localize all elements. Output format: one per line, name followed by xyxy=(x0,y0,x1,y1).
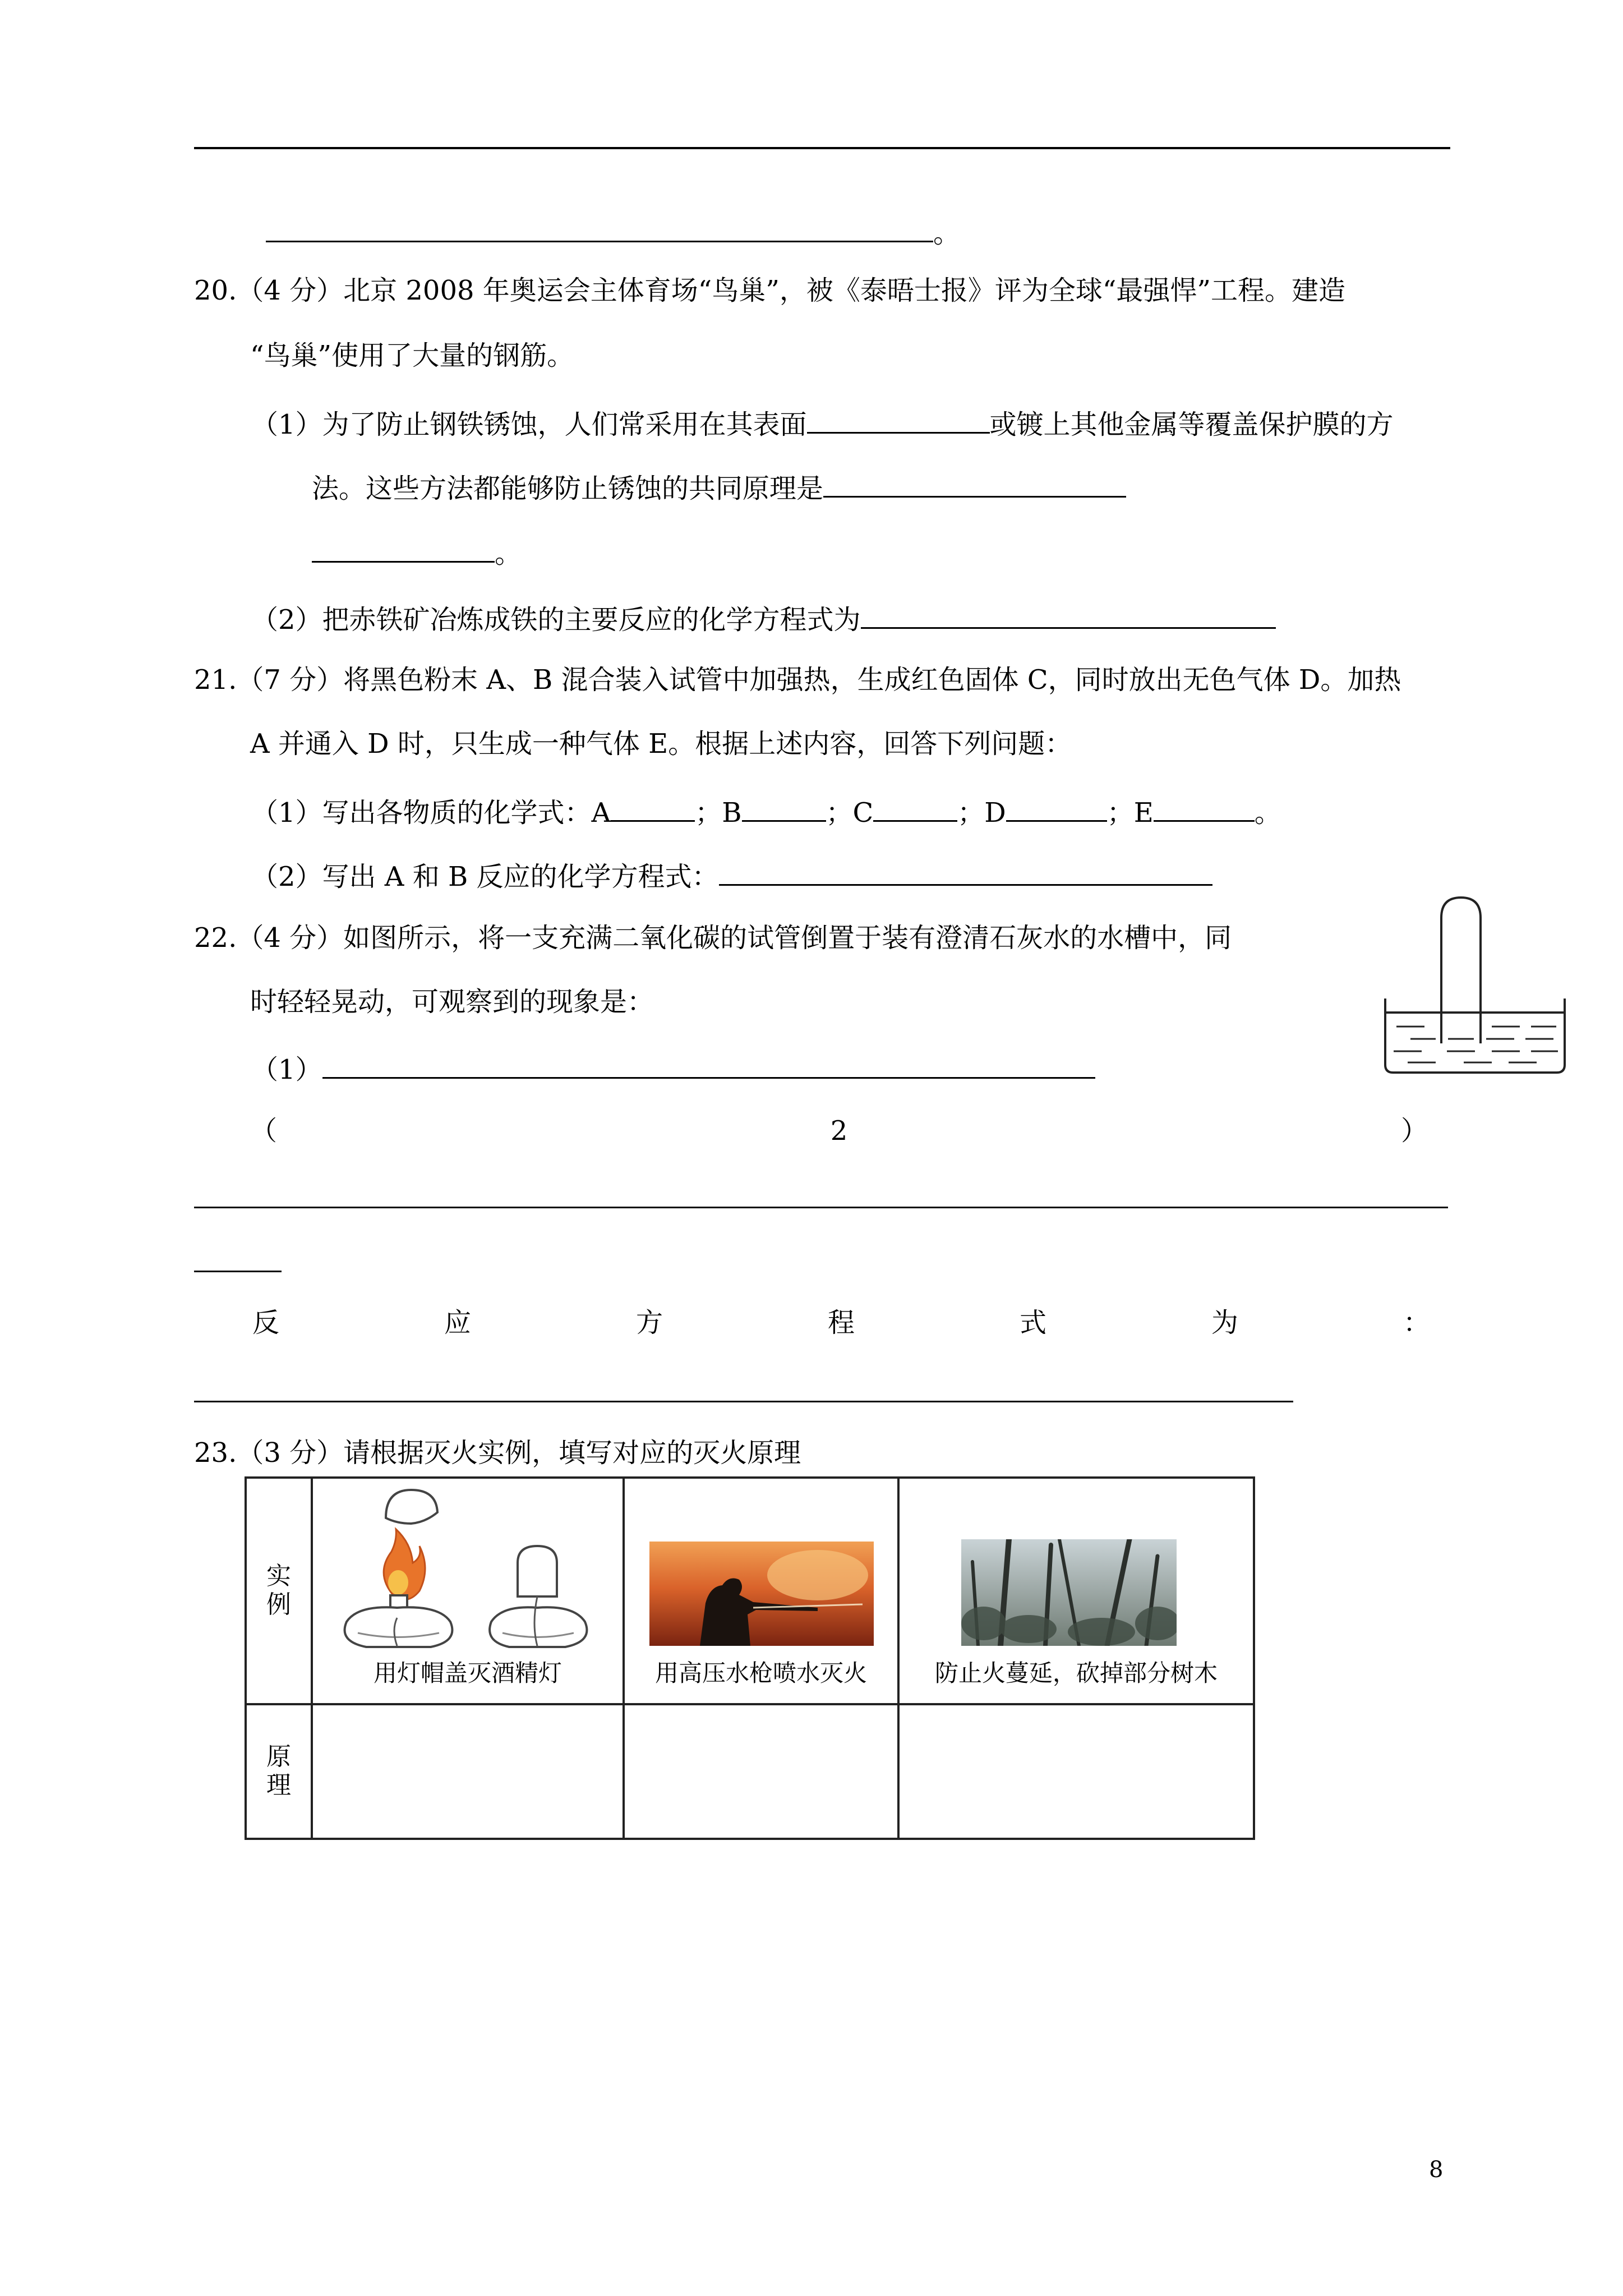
answer-blank[interactable] xyxy=(266,216,933,242)
q20-blank-surface[interactable] xyxy=(807,407,990,434)
caption-trees: 防止火蔓延，砍掉部分树木 xyxy=(934,1659,1218,1687)
q20-part1-line2: 法。这些方法都能够防止锈蚀的共同原理是 xyxy=(312,471,1126,502)
header-rule xyxy=(194,147,1450,149)
firefighter-photo xyxy=(649,1542,874,1646)
q21-stem-line2: A 并通入 D 时，只生成一种气体 E。根据上述内容，回答下列问题： xyxy=(250,728,1072,760)
caption-firefighter: 用高压水枪喷水灭火 xyxy=(654,1659,867,1687)
row-label-principle: 原 理 xyxy=(246,1704,312,1839)
q22-blank-2-line[interactable] xyxy=(194,1207,1448,1208)
caption-lamp: 用灯帽盖灭酒精灯 xyxy=(373,1659,562,1687)
q21-stem-line1: 21.（7 分）将黑色粉末 A、B 混合装入试管中加强热，生成红色固体 C，同时放出无色气体 D。加热 xyxy=(194,664,1401,696)
q20-part2: （2）把赤铁矿冶炼成铁的主要反应的化学方程式为 xyxy=(251,602,1276,633)
q22-stem-line2: 时轻轻晃动，可观察到的现象是： xyxy=(250,986,654,1018)
water-hatching xyxy=(1394,1027,1558,1062)
q22-blank-1[interactable] xyxy=(322,1052,1095,1079)
q23-stem: 23.（3 分）请根据灭火实例，填写对应的灭火原理 xyxy=(194,1437,801,1469)
principle-row xyxy=(246,1704,1254,1839)
q22-part1: （1） xyxy=(251,1052,1095,1083)
q20-part1-line3: 。 xyxy=(312,536,522,567)
q20-blank-equation[interactable] xyxy=(861,602,1276,629)
q21-blank-b[interactable] xyxy=(742,795,826,822)
q22-blank-2-cont[interactable] xyxy=(194,1271,282,1272)
example-cell-lamp xyxy=(312,1478,624,1704)
q21-blank-d[interactable] xyxy=(1006,795,1107,822)
q22-reaction-label: 反 应 方 程 式 为 ： xyxy=(252,1307,1430,1338)
period: 。 xyxy=(933,218,961,249)
q20-part1-line1: （1）为了防止钢铁锈蚀，人们常采用在其表面 或镀上其他金属等覆盖保护膜的方 xyxy=(251,407,1394,438)
flame-core xyxy=(388,1570,408,1595)
alcohol-lamp-illustration xyxy=(313,1479,625,1664)
row-label-example: 实 例 xyxy=(246,1478,312,1704)
q21-part2: （2）写出 A 和 B 反应的化学方程式： xyxy=(251,859,1212,890)
q21-blank-a[interactable] xyxy=(611,795,695,822)
previous-answer-line xyxy=(266,216,960,247)
q21-blank-equation[interactable] xyxy=(719,859,1212,886)
q21-blank-c[interactable] xyxy=(873,795,957,822)
example-cell-firefighter xyxy=(624,1478,898,1704)
lamp-cap xyxy=(386,1490,437,1524)
q22-stem-line1: 22.（4 分）如图所示，将一支充满二氧化碳的试管倒置于装有澄清石灰水的水槽中，同 xyxy=(194,922,1232,954)
q22-reaction-blank[interactable] xyxy=(194,1401,1293,1402)
q22-part2-label: （ 2 ） xyxy=(250,1115,1428,1147)
test-tube xyxy=(1441,898,1481,1043)
q20-stem-line1: 20.（4 分）北京 2008 年奥运会主体育场“鸟巢”，被《泰晤士报》评为全球“最强悍”工程。建造 xyxy=(194,275,1345,306)
page-number: 8 xyxy=(1429,2157,1444,2183)
example-row xyxy=(246,1478,1254,1704)
example-cell-trees xyxy=(898,1478,1254,1704)
lamp-cap-on xyxy=(518,1546,557,1596)
principle-answer-lamp[interactable] xyxy=(312,1704,624,1839)
fire-extinguishing-table xyxy=(245,1476,1255,1840)
principle-answer-trees[interactable] xyxy=(898,1704,1254,1839)
q20-stem-line2: “鸟巢”使用了大量的钢筋。 xyxy=(250,340,574,371)
inverted-test-tube-diagram xyxy=(1380,892,1570,1077)
q21-blank-e[interactable] xyxy=(1154,795,1255,822)
q21-part1: （1）写出各物质的化学式：A ；B ；C ；D ；E 。 xyxy=(251,795,1281,826)
lamp-body-lit xyxy=(345,1607,453,1647)
principle-answer-firefighter[interactable] xyxy=(624,1704,898,1839)
q20-blank-principle[interactable] xyxy=(823,471,1126,498)
q20-blank-principle-cont[interactable] xyxy=(312,536,495,563)
water-trough xyxy=(1385,999,1565,1073)
lamp-body-capped xyxy=(490,1607,587,1647)
forest-photo xyxy=(961,1539,1177,1646)
